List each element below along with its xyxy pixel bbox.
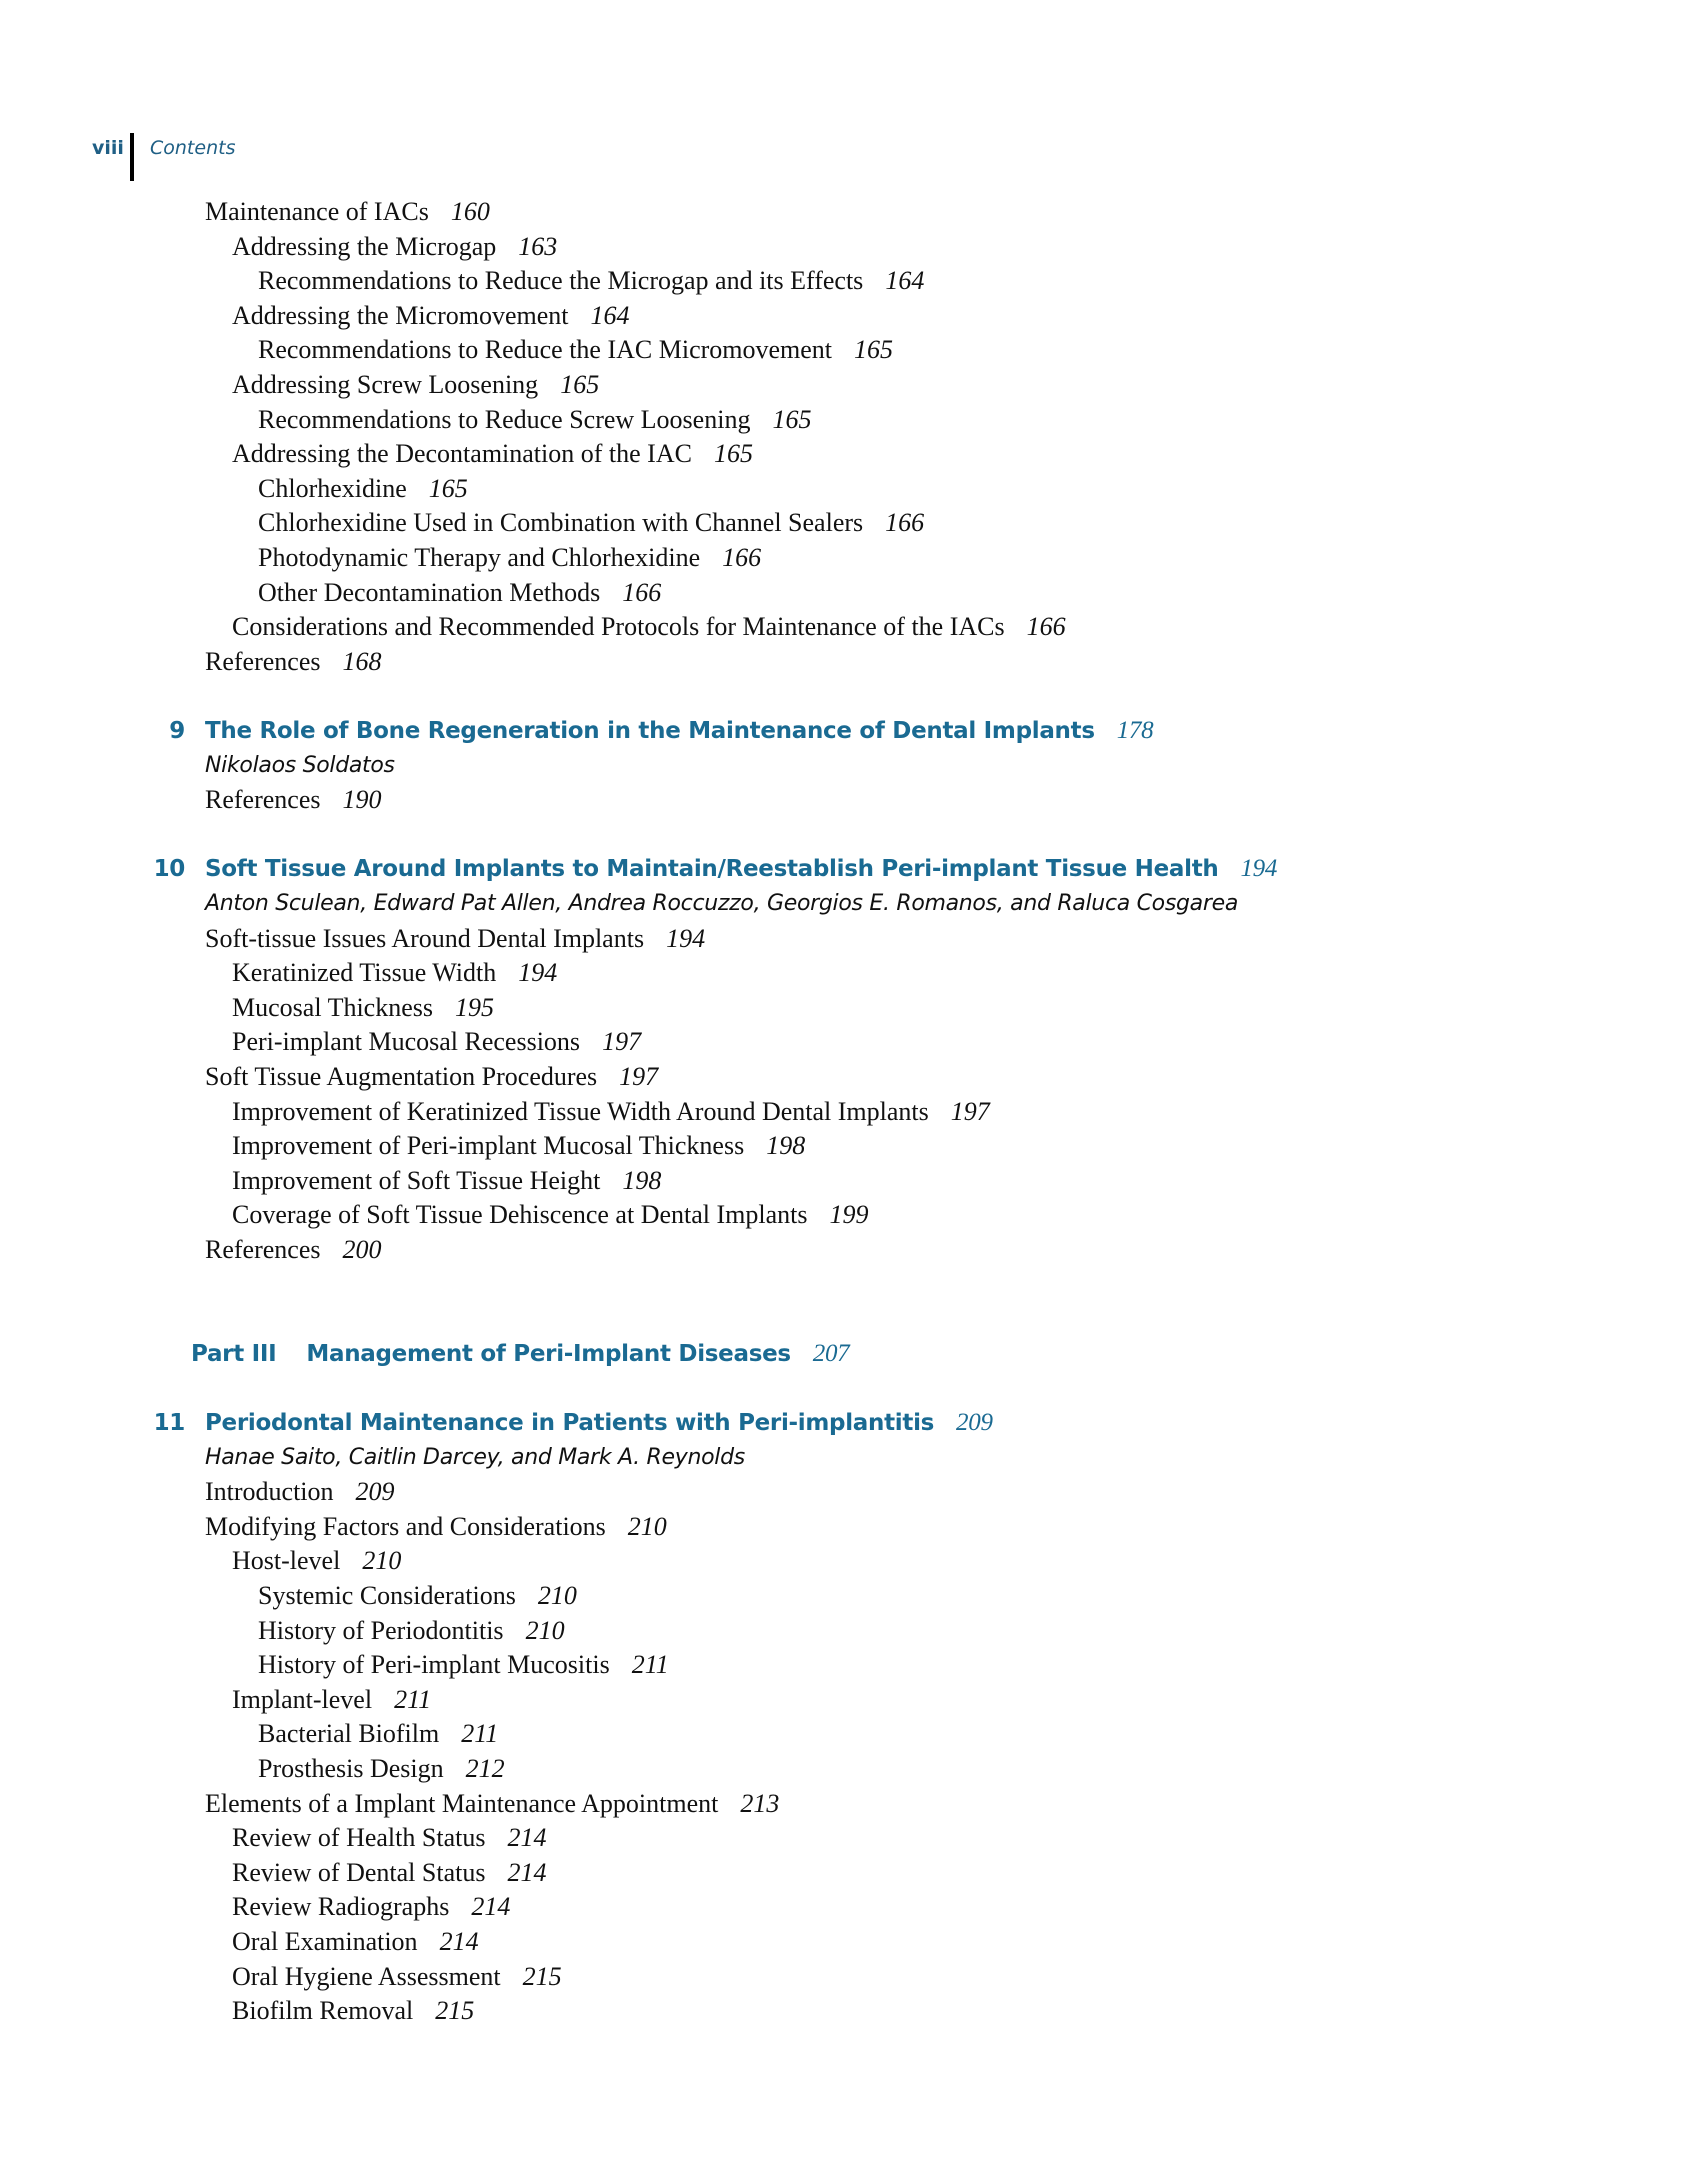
entry-title: Chlorhexidine [258,473,407,503]
chapter-title: Periodontal Maintenance in Patients with Peri-implantitis [205,1410,935,1436]
toc-entry-l2[interactable] [232,1822,546,1854]
toc-entry-l3[interactable] [258,1649,669,1681]
page-ref: 200 [342,1235,382,1264]
toc-entry-l2[interactable] [232,1165,661,1197]
chapter-number: 11 [153,1410,185,1436]
toc-entry-l1[interactable] [205,1061,658,1093]
entry-title: Improvement of Keratinized Tissue Width Around Dental Implants [232,1096,929,1126]
entry-title: Introduction [205,1477,334,1507]
toc-entry-l3[interactable] [258,577,661,609]
authors-text: Nikolaos Soldatos [205,752,395,778]
entry-title: References [205,646,321,676]
page-number: viii [92,137,124,159]
page-ref: 214 [471,1892,511,1922]
page-ref: 210 [362,1546,402,1576]
page-ref: 209 [956,1409,993,1436]
page-ref: 166 [622,577,662,607]
toc-entry-l1[interactable] [205,1234,381,1266]
page-ref: 194 [518,958,558,988]
entry-title: References [205,785,321,815]
toc-entry-l2[interactable] [232,1026,641,1058]
toc-entry-l3[interactable] [258,1753,505,1785]
page-ref: 194 [666,923,706,953]
page-ref: 166 [1026,612,1066,642]
page-ref: 197 [950,1096,990,1126]
entry-title: Peri-implant Mucosal Recessions [232,1027,581,1057]
page-ref: 213 [740,1788,780,1818]
page-ref: 160 [450,197,490,226]
toc-entry-l3[interactable] [258,1615,565,1647]
toc-entry-l2[interactable] [232,611,1066,643]
toc-entry-l3[interactable] [258,507,924,539]
page-ref: 166 [722,543,762,572]
toc-entry-l2[interactable] [232,1684,431,1716]
entry-title: Bacterial Biofilm [258,1719,440,1749]
page-ref: 207 [812,1339,850,1367]
entry-title: Keratinized Tissue Width [232,958,497,988]
toc-entry-l2[interactable] [232,1857,546,1889]
page-ref: 210 [525,1615,565,1645]
entry-title: Recommendations to Reduce the IAC Micromovement [258,335,833,365]
page-ref: 211 [461,1719,499,1749]
entry-title: Chlorhexidine Used in Combination with Channel Sealers [258,508,864,538]
toc-entry-l3[interactable] [258,1718,498,1750]
entry-title: Improvement of Soft Tissue Height [232,1165,601,1195]
page-ref: 163 [518,231,558,261]
page-ref: 215 [435,1996,475,2026]
toc-entry-l2[interactable] [232,1961,562,1993]
chapter-number: 10 [153,856,185,883]
page-ref: 195 [455,992,494,1022]
page-ref: 164 [590,300,630,330]
toc-entry-l1[interactable] [205,1476,395,1508]
entry-title: Recommendations to Reduce the Microgap and its Effects [258,266,864,296]
entry-title: Considerations and Recommended Protocols for Maintenance of the IACs [232,612,1005,642]
page-ref: 199 [829,1200,869,1230]
entry-title: Biofilm Removal [232,1996,414,2026]
entry-title: Soft-tissue Issues Around Dental Implants [205,923,645,953]
entry-title: Elements of a Implant Maintenance Appointment [205,1788,719,1818]
page-ref: 211 [394,1684,432,1714]
entry-title: Improvement of Peri-implant Mucosal Thickness [232,1131,745,1161]
toc-entry-l2[interactable] [232,438,753,470]
toc-entry-l3[interactable] [258,473,468,505]
page-ref: 194 [1240,855,1278,883]
toc-entry-l2[interactable] [232,992,494,1024]
chapter-heading[interactable] [169,715,1154,747]
toc-entry-l2[interactable] [232,957,557,989]
page-ref: 164 [885,266,925,296]
page-ref: 197 [619,1062,659,1091]
entry-title: References [205,1235,321,1264]
entry-title: Addressing Screw Loosening [232,370,539,399]
entry-title: Review of Health Status [232,1823,486,1853]
toc-entry-l2[interactable] [232,1096,990,1128]
page-ref: 190 [342,785,382,815]
page-ref: 197 [602,1027,642,1057]
part-heading[interactable] [191,1338,849,1370]
toc-entry-l2[interactable] [232,369,599,401]
entry-title: Recommendations to Reduce Screw Loosening [258,404,751,434]
toc-entry-l2[interactable] [232,1130,805,1162]
toc-entry-l1[interactable] [205,923,705,955]
toc-entry-l1[interactable] [205,1511,667,1543]
page-ref: 168 [342,646,382,676]
entry-title: Oral Examination [232,1927,418,1956]
entry-title: Review Radiographs [232,1892,450,1922]
chapter-authors [205,1442,745,1474]
entry-title: Other Decontamination Methods [258,577,601,607]
page-ref: 214 [507,1857,547,1887]
page-ref: 178 [1116,717,1154,744]
page-ref: 165 [713,439,753,469]
running-title: Contents [150,137,236,159]
page-ref: 165 [560,370,600,399]
authors-text: Anton Sculean, Edward Pat Allen, Andrea Roccuzzo, Georgios E. Romanos, and Raluca Cosgarea [205,891,1239,916]
entry-title: Coverage of Soft Tissue Dehiscence at Dental Implants [232,1200,808,1230]
toc-entry-l2[interactable] [232,1926,479,1958]
page-ref: 214 [507,1823,547,1853]
page-ref: 165 [428,473,468,503]
entry-title: Oral Hygiene Assessment [232,1961,501,1991]
chapter-heading[interactable] [153,1407,993,1439]
toc-entry-l1[interactable] [205,646,381,678]
entry-title: Mucosal Thickness [232,992,433,1022]
entry-title: Addressing the Decontamination of the IAC [232,439,692,469]
page-ref: 165 [772,404,812,434]
page-ref: 209 [355,1477,395,1507]
toc-entry-l2[interactable] [232,1995,474,2027]
chapter-title: Soft Tissue Around Implants to Maintain/Reestablish Peri-implant Tissue Health [205,856,1219,883]
page-ref: 212 [465,1754,505,1783]
toc-entry-l3[interactable] [258,334,893,366]
entry-title: Implant-level [232,1684,373,1714]
page-ref: 198 [622,1165,662,1195]
part-number: Part III [191,1340,277,1367]
entry-title: Modifying Factors and Considerations [205,1511,606,1541]
entry-title: Systemic Considerations [258,1581,516,1610]
toc-entry-l2[interactable] [232,1199,869,1231]
entry-title: Addressing the Microgap [232,231,497,261]
page-ref: 214 [439,1927,479,1956]
toc-entry-l3[interactable] [258,265,924,297]
chapter-authors [205,888,1238,920]
toc-entry-l2[interactable] [232,1891,510,1923]
toc-entry-l3[interactable] [258,542,761,574]
page-ref: 166 [885,508,925,538]
page-ref: 215 [522,1961,562,1991]
entry-title: Review of Dental Status [232,1857,486,1887]
entry-title: History of Peri-implant Mucositis [258,1650,610,1680]
chapter-heading[interactable] [153,853,1278,885]
page-ref: 165 [854,335,894,365]
page-ref: 211 [631,1650,669,1680]
entry-title: Prosthesis Design [258,1754,444,1783]
entry-title: Addressing the Micromovement [232,300,569,330]
page-ref: 198 [766,1131,806,1161]
toc-entry-l2[interactable] [232,231,557,263]
chapter-number: 9 [169,718,185,744]
entry-title: Maintenance of IACs [205,197,429,226]
toc-entry-l1[interactable] [205,1788,779,1820]
entry-title: Soft Tissue Augmentation Procedures [205,1062,598,1091]
chapter-title: The Role of Bone Regeneration in the Maintenance of Dental Implants [205,718,1095,744]
toc-entry-l2[interactable] [232,1545,401,1577]
toc-entry-l1[interactable] [205,784,381,816]
part-title: Management of Peri-Implant Diseases [306,1340,791,1367]
entry-title: History of Periodontitis [258,1615,504,1645]
toc-entry-l1[interactable] [205,196,490,228]
header-divider [130,133,134,181]
page-ref: 210 [627,1511,667,1541]
authors-text: Hanae Saito, Caitlin Darcey, and Mark A. Reynolds [205,1444,745,1470]
toc-entry-l3[interactable] [258,1580,577,1612]
page-ref: 210 [537,1581,577,1610]
entry-title: Host-level [232,1546,341,1576]
toc-entry-l2[interactable] [232,300,630,332]
toc-entry-l3[interactable] [258,404,811,436]
chapter-authors [205,750,395,782]
entry-title: Photodynamic Therapy and Chlorhexidine [258,543,701,572]
